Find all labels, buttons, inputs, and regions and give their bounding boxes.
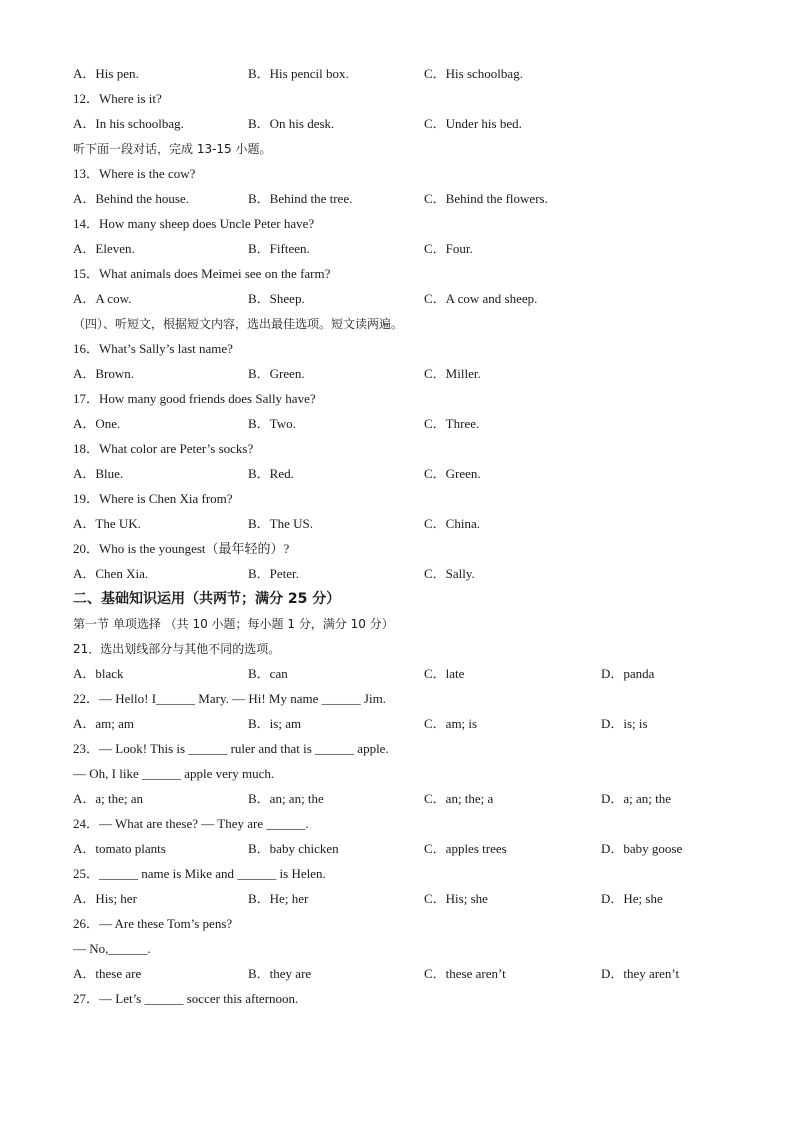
option-a: A．tomato plants bbox=[73, 841, 166, 856]
option-c: C．His; she bbox=[424, 891, 488, 906]
option-c: C．am; is bbox=[424, 716, 478, 731]
option-a: A．His; her bbox=[73, 891, 137, 906]
question-text: 15．What animals does Meimei see on the farm? bbox=[73, 266, 331, 281]
question-text: — Oh, I like ______ apple very much. bbox=[73, 766, 275, 781]
option-a: A．His pen. bbox=[73, 66, 139, 81]
option-c: C．His schoolbag. bbox=[424, 66, 523, 81]
option-c: C．Green. bbox=[424, 466, 481, 481]
question-text: 25．______ name is Mike and ______ is Helen. bbox=[73, 866, 326, 881]
option-a: A．am; am bbox=[73, 716, 135, 731]
option-d: D．baby goose bbox=[601, 841, 683, 856]
option-a: A．Behind the house. bbox=[73, 191, 189, 206]
instruction-text: 第一节 单项选择 （共 10 小题；每小题 1 分，满分 10 分） bbox=[73, 617, 394, 631]
option-c: C．Miller. bbox=[424, 366, 481, 381]
option-b: B．Two. bbox=[248, 416, 296, 431]
question-text: 18．What color are Peter’s socks? bbox=[73, 441, 254, 456]
option-c: C．Behind the flowers. bbox=[424, 191, 548, 206]
option-c: C．Four. bbox=[424, 241, 473, 256]
option-a: A．a; the; an bbox=[73, 791, 144, 806]
option-a: A．black bbox=[73, 666, 124, 681]
option-d: D．He; she bbox=[601, 891, 663, 906]
question-text: 16．What’s Sally’s last name? bbox=[73, 341, 233, 356]
option-c: C．an; the; a bbox=[424, 791, 494, 806]
option-a: A．A cow. bbox=[73, 291, 132, 306]
option-a: A．The UK. bbox=[73, 516, 141, 531]
option-b: B．can bbox=[248, 666, 288, 681]
instruction-text: 听下面一段对话，完成 13-15 小题。 bbox=[73, 142, 272, 156]
option-a: A．Eleven. bbox=[73, 241, 135, 256]
question-text: 17．How many good friends does Sally have? bbox=[73, 391, 316, 406]
option-b: B．baby chicken bbox=[248, 841, 339, 856]
option-c: C．Sally. bbox=[424, 566, 475, 581]
option-d: D．is; is bbox=[601, 716, 648, 731]
option-c: C．Under his bed. bbox=[424, 116, 522, 131]
option-c: C．A cow and sheep. bbox=[424, 291, 538, 306]
option-b: B．On his desk. bbox=[248, 116, 335, 131]
option-a: A．One. bbox=[73, 416, 121, 431]
option-c: C．these aren’t bbox=[424, 966, 506, 981]
instruction-text: （四）、听短文，根据短文内容，选出最佳选项。短文读两遍。 bbox=[73, 317, 404, 331]
question-text: 27．— Let’s ______ soccer this afternoon. bbox=[73, 991, 299, 1006]
option-a: A．Blue. bbox=[73, 466, 124, 481]
question-text: 22．— Hello! I______ Mary. — Hi! My name ______ Jim. bbox=[73, 691, 386, 706]
question-text: 12．Where is it? bbox=[73, 91, 162, 106]
option-a: A．In his schoolbag. bbox=[73, 116, 184, 131]
section-heading: 二、基础知识运用（共两节；满分 25 分） bbox=[73, 591, 341, 607]
option-c: C．late bbox=[424, 666, 465, 681]
question-text: 19．Where is Chen Xia from? bbox=[73, 491, 233, 506]
question-text: 24．— What are these? — They are ______. bbox=[73, 816, 309, 831]
option-b: B．His pencil box. bbox=[248, 66, 349, 81]
option-b: B．Red. bbox=[248, 466, 294, 481]
question-text: 26．— Are these Tom’s pens? bbox=[73, 916, 233, 931]
option-a: A．these are bbox=[73, 966, 142, 981]
option-d: D．a; an; the bbox=[601, 791, 672, 806]
option-d: D．panda bbox=[601, 666, 655, 681]
question-text: 13．Where is the cow? bbox=[73, 166, 196, 181]
option-c: C．China. bbox=[424, 516, 480, 531]
option-b: B．is; am bbox=[248, 716, 302, 731]
option-b: B．they are bbox=[248, 966, 312, 981]
option-c: C．Three. bbox=[424, 416, 480, 431]
option-a: A．Chen Xia. bbox=[73, 566, 149, 581]
option-b: B．Behind the tree. bbox=[248, 191, 353, 206]
instruction-text: 21．选出划线部分与其他不同的选项。 bbox=[73, 642, 281, 656]
option-a: A．Brown. bbox=[73, 366, 135, 381]
question-text: 20．Who is the youngest（最年轻的）? bbox=[73, 541, 290, 556]
option-b: B．Green. bbox=[248, 366, 305, 381]
option-b: B．Fifteen. bbox=[248, 241, 310, 256]
option-b: B．Peter. bbox=[248, 566, 299, 581]
option-b: B．He; her bbox=[248, 891, 309, 906]
option-c: C．apples trees bbox=[424, 841, 507, 856]
option-b: B．an; an; the bbox=[248, 791, 324, 806]
option-d: D．they aren’t bbox=[601, 966, 680, 981]
option-b: B．The US. bbox=[248, 516, 314, 531]
question-text: — No,______. bbox=[73, 941, 151, 956]
question-text: 23．— Look! This is ______ ruler and that is ______ apple. bbox=[73, 741, 389, 756]
question-text: 14．How many sheep does Uncle Peter have? bbox=[73, 216, 315, 231]
option-b: B．Sheep. bbox=[248, 291, 305, 306]
